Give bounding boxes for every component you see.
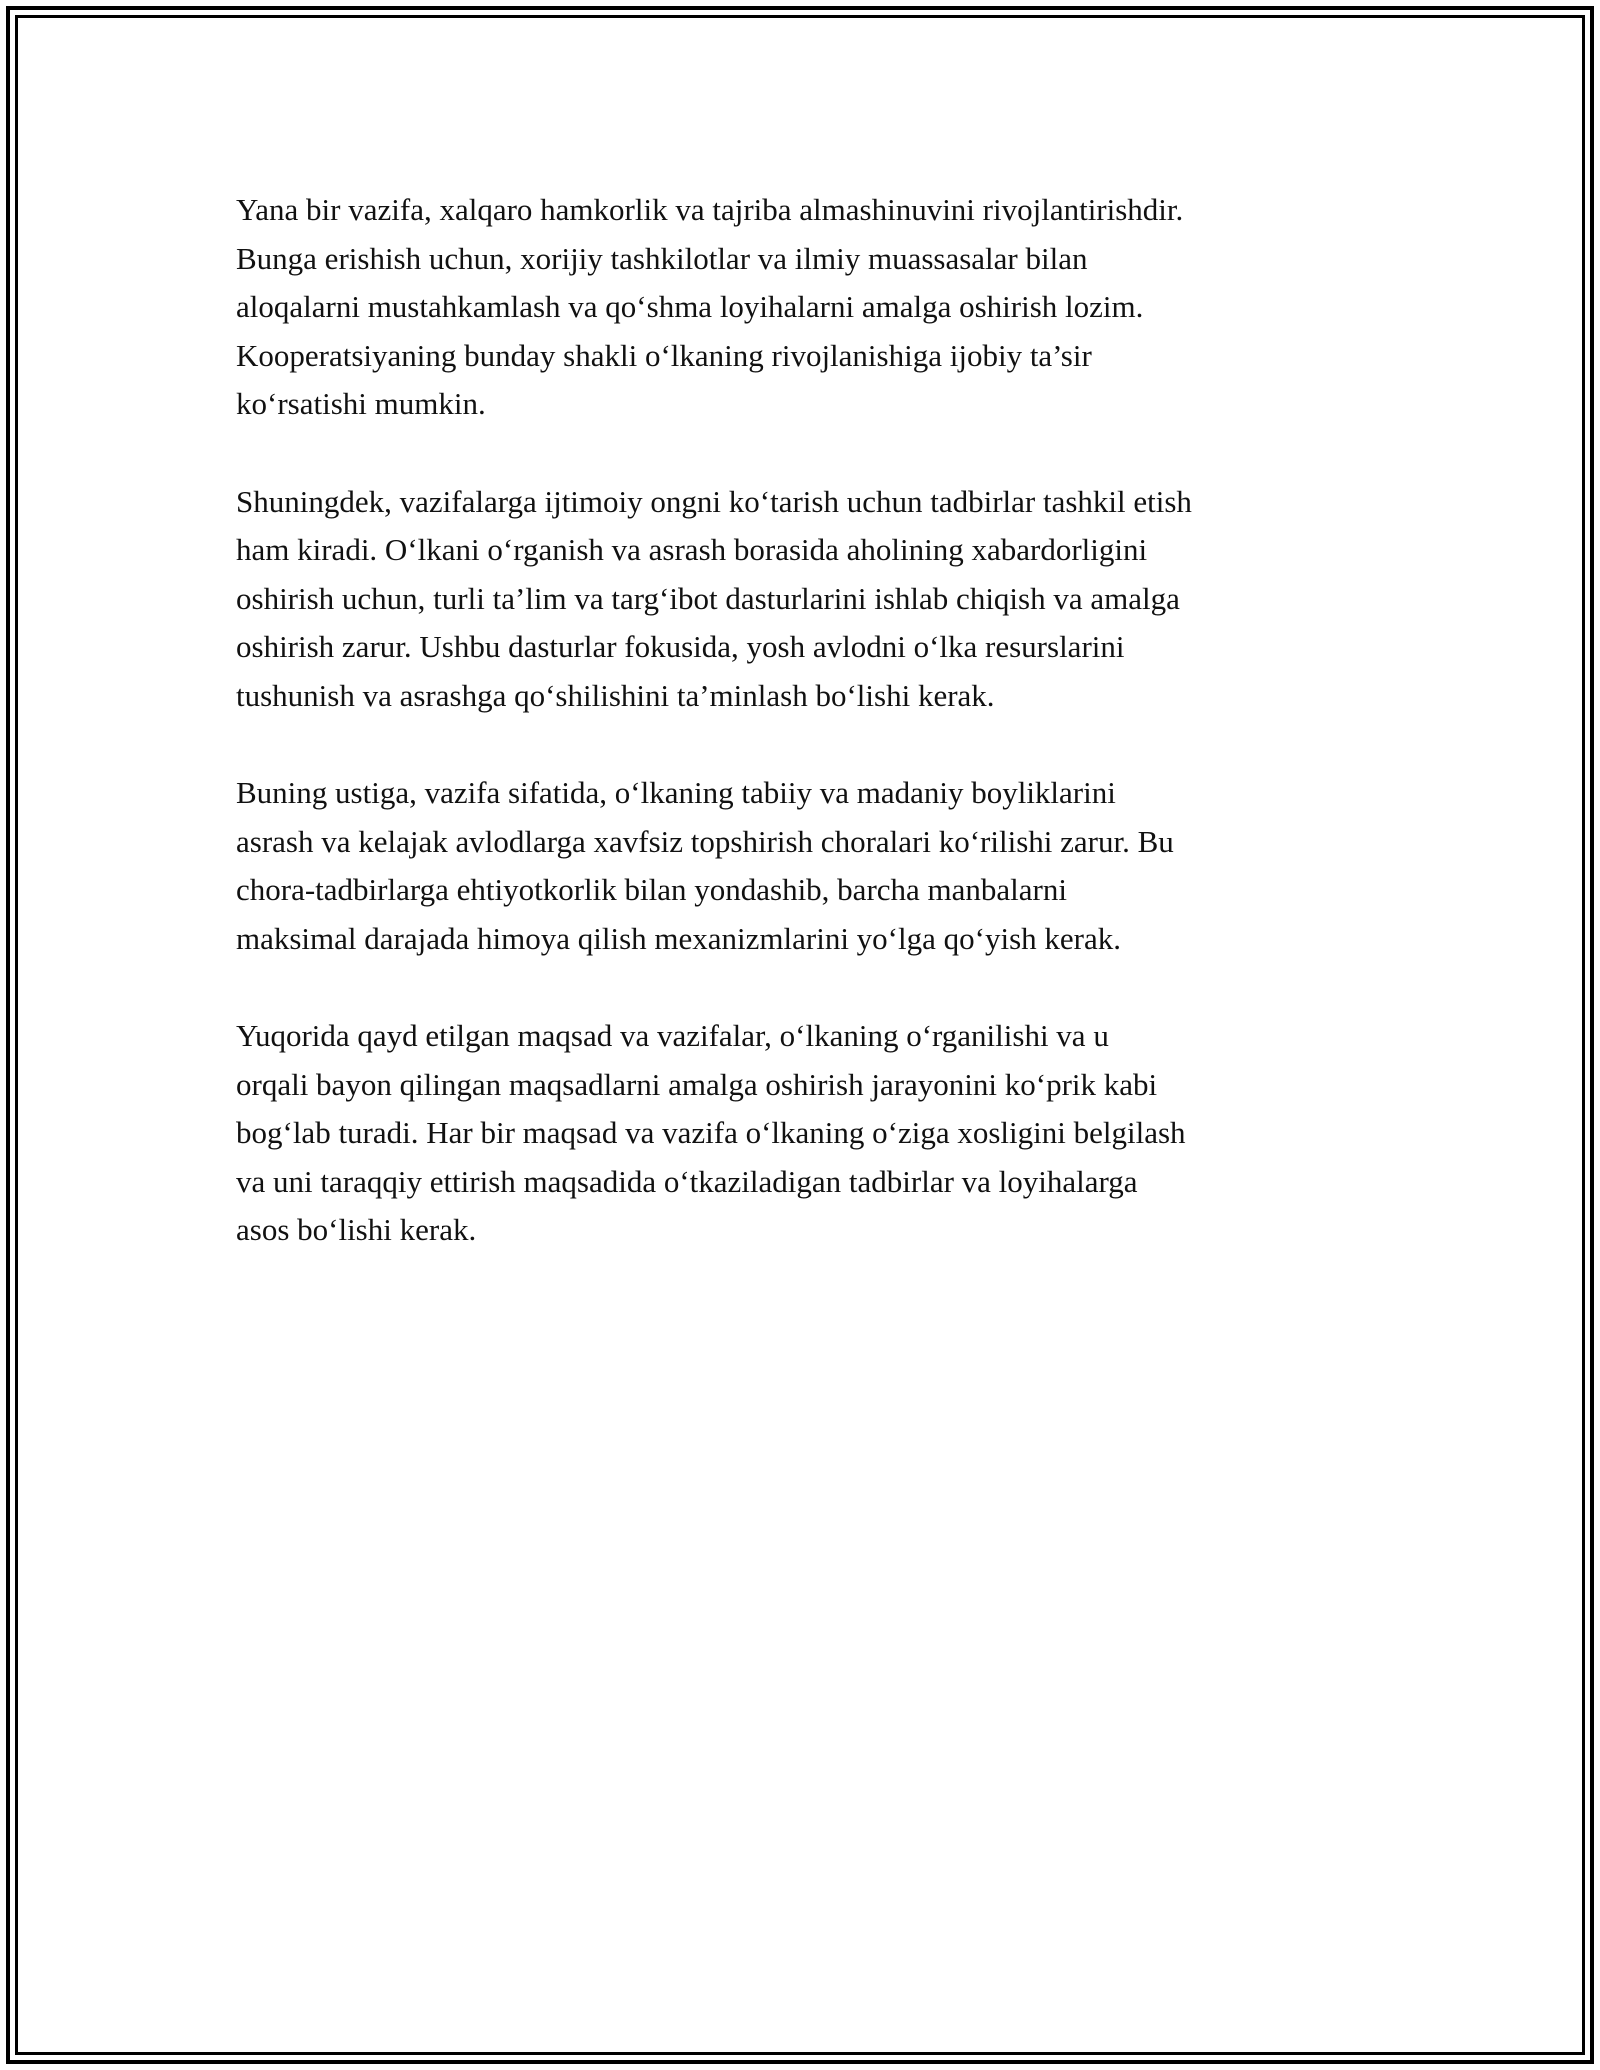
- paragraph-1: [236, 186, 1396, 429]
- text-line: Shuningdek, vazifalarga ijtimoiy ongni ko‘tarish uchun tadbirlar tashkil etish: [236, 483, 1192, 519]
- text-line: oshirish zarur. Ushbu dasturlar fokusida, yosh avlodni o‘lka resurslarini: [236, 629, 1125, 664]
- text-line: oshirish uchun, turli ta’lim va targ‘ibot dasturlarini ishlab chiqish va amalga: [236, 580, 1180, 616]
- paragraph-2: [236, 478, 1396, 721]
- paragraph-4: [236, 1012, 1396, 1255]
- text-line: asos bo‘lishi kerak.: [236, 1212, 477, 1247]
- text-line: tushunish va asrashga qo‘shilishini ta’minlash bo‘lishi kerak.: [236, 677, 995, 713]
- text-line: ko‘rsatishi mumkin.: [236, 386, 486, 421]
- text-line: Buning ustiga, vazifa sifatida, o‘lkaning tabiiy va madaniy boyliklarini: [236, 775, 1116, 810]
- text-line: Yana bir vazifa, xalqaro hamkorlik va tajriba almashinuvini rivojlantirishdir.: [236, 192, 1184, 227]
- text-line: Bunga erishish uchun, xorijiy tashkilotlar va ilmiy muassasalar bilan: [236, 240, 1088, 276]
- text-line: bog‘lab turadi. Har bir maqsad va vazifa o‘lkaning o‘ziga xosligini belgilash: [236, 1115, 1186, 1150]
- text-line: Yuqorida qayd etilgan maqsad va vazifalar, o‘lkaning o‘rganilishi va u: [236, 1018, 1109, 1053]
- paragraph-3: [236, 769, 1396, 963]
- text-line: Kooperatsiyaning bunday shakli o‘lkaning rivojlanishiga ijobiy ta’sir: [236, 337, 1092, 373]
- document-body: [236, 186, 1396, 1304]
- text-line: aloqalarni mustahkamlash va qo‘shma loyihalarni amalga oshirish lozim.: [236, 289, 1144, 324]
- text-line: va uni taraqqiy ettirish maqsadida o‘tkaziladigan tadbirlar va loyihalarga: [236, 1163, 1138, 1199]
- text-line: chora-tadbirlarga ehtiyotkorlik bilan yondashib, barcha manbalarni: [236, 872, 1067, 907]
- text-line: asrash va kelajak avlodlarga xavfsiz topshirish choralari ko‘rilishi zarur. Bu: [236, 823, 1174, 859]
- text-line: maksimal darajada himoya qilish mexanizmlarini yo‘lga qo‘yish kerak.: [236, 920, 1121, 956]
- text-line: orqali bayon qilingan maqsadlarni amalga oshirish jarayonini ko‘prik kabi: [236, 1066, 1158, 1102]
- text-line: ham kiradi. O‘lkani o‘rganish va asrash borasida aholining xabardorligini: [236, 532, 1148, 567]
